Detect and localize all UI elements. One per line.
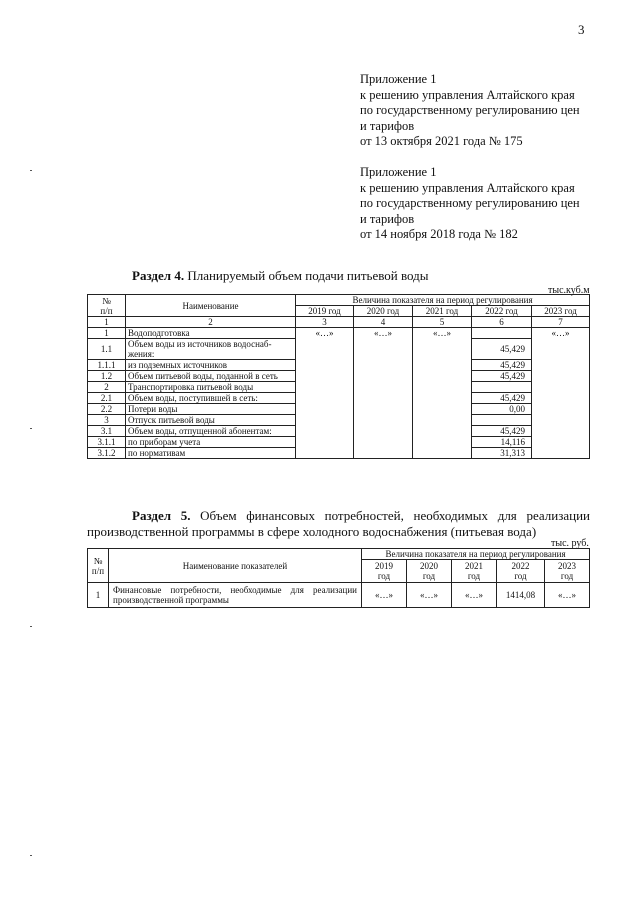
value-2021: «…» — [452, 583, 497, 608]
row-number: 3.1.1 — [88, 437, 126, 448]
row-number: 2.1 — [88, 393, 126, 404]
table-row — [88, 583, 590, 608]
finance-table — [87, 548, 590, 608]
year-suffix: год — [377, 571, 391, 581]
row-number: 2 — [88, 382, 126, 393]
column-number: 3 — [296, 317, 354, 328]
col-header-name: Наименование показателей — [109, 549, 362, 583]
row-name: Отпуск питьевой воды — [126, 415, 296, 426]
row-name: Объем питьевой воды, поданной в сеть — [126, 371, 296, 382]
col-header-year: 2019 год — [296, 306, 354, 317]
year-suffix: год — [560, 571, 574, 581]
section4-unit: тыс.куб.м — [548, 285, 590, 296]
row-name: Потери воды — [126, 404, 296, 415]
row-name: по приборам учета — [126, 437, 296, 448]
row-number: 3.1.2 — [88, 448, 126, 459]
section4-title — [132, 268, 429, 284]
col-header-year — [545, 560, 590, 583]
year-label: 2022 — [511, 561, 530, 571]
row-name: Объем воды, отпущенной абонентам: — [126, 426, 296, 437]
value-2020: «…» — [407, 583, 452, 608]
row-number: 1 — [88, 328, 126, 339]
value-2023: «…» — [532, 328, 590, 459]
section5-title-bold: Раздел 5. — [132, 508, 191, 523]
row-name: Водоподготовка — [126, 328, 296, 339]
col-header-year: 2020 год — [354, 306, 413, 317]
value-2022: 45,429 — [472, 339, 532, 360]
value-2022: 45,429 — [472, 371, 532, 382]
volume-table — [87, 294, 590, 459]
col-header-year: 2023 год — [532, 306, 590, 317]
column-number: 7 — [532, 317, 590, 328]
year-suffix: год — [422, 571, 436, 581]
row-number: 1.1.1 — [88, 360, 126, 371]
page-number: 3 — [578, 22, 585, 37]
appendix-line: по государственному регулированию цен — [360, 103, 580, 117]
col-header-year — [362, 560, 407, 583]
col-header-year — [497, 560, 545, 583]
row-number: 3 — [88, 415, 126, 426]
value-2022: 45,429 — [472, 393, 532, 404]
value-2023: «…» — [545, 583, 590, 608]
column-number: 6 — [472, 317, 532, 328]
section5-unit: тыс. руб. — [551, 538, 589, 549]
year-label: 2019 — [375, 561, 393, 571]
year-suffix: год — [467, 571, 481, 581]
row-number: 1.2 — [88, 371, 126, 382]
appendix-line: Приложение 1 — [360, 72, 437, 86]
value-2022: 45,429 — [472, 360, 532, 371]
margin-mark — [30, 170, 32, 171]
appendix-line: Приложение 1 — [360, 165, 437, 179]
appendix-block-current — [360, 72, 580, 150]
row-name: Объем воды, поступившей в сеть: — [126, 393, 296, 404]
row-number: 2.2 — [88, 404, 126, 415]
margin-mark — [30, 855, 32, 856]
margin-mark — [30, 428, 32, 429]
value-2022: 1414,08 — [497, 583, 545, 608]
appendix-line: по государственному регулированию цен — [360, 196, 580, 210]
col-header-no: № п/п — [88, 549, 109, 583]
year-suffix: год — [514, 571, 527, 581]
section5-title-text: Объем финансовых потребностей, необходимых для реализации производственной программы в сфере холодного водоснабжения (питьевая вода) — [87, 508, 590, 539]
value-2020: «…» — [354, 328, 413, 459]
col-header-year — [407, 560, 452, 583]
row-name: Транспортировка питьевой воды — [126, 382, 296, 393]
appendix-line: от 14 ноября 2018 года № 182 — [360, 227, 518, 241]
value-2022: 31,313 — [472, 448, 532, 459]
section4-title-bold: Раздел 4. — [132, 268, 185, 283]
value-2022: 14,116 — [472, 437, 532, 448]
year-label: 2020 — [420, 561, 438, 571]
section5-title — [87, 508, 590, 540]
col-header-name: Наименование — [126, 295, 296, 317]
margin-mark — [30, 626, 32, 627]
row-number: 1.1 — [88, 339, 126, 360]
appendix-block-original — [360, 165, 580, 243]
value-2022 — [472, 415, 532, 426]
value-2022 — [472, 328, 532, 339]
col-header-no: № п/п — [88, 295, 126, 317]
row-number: 3.1 — [88, 426, 126, 437]
row-number: 1 — [88, 583, 109, 608]
value-2022 — [472, 382, 532, 393]
value-2019: «…» — [296, 328, 354, 459]
column-number: 4 — [354, 317, 413, 328]
year-label: 2023 — [558, 561, 577, 571]
value-2022: 0,00 — [472, 404, 532, 415]
col-header-year — [452, 560, 497, 583]
col-header-year: 2022 год — [472, 306, 532, 317]
appendix-line: и тарифов — [360, 118, 415, 133]
appendix-line: и тарифов — [360, 211, 415, 226]
row-name: Финансовые потребности, необходимые для реализации производственной программы — [109, 583, 362, 608]
table-row — [88, 328, 590, 339]
column-number-row — [88, 317, 590, 328]
appendix-line: к решению управления Алтайского края — [360, 180, 575, 195]
row-name: Объем воды из источников водоснаб-жения: — [126, 339, 296, 360]
col-header-period: Величина показателя на период регулирования — [296, 295, 590, 306]
value-2021: «…» — [413, 328, 472, 459]
row-name: по нормативам — [126, 448, 296, 459]
section4-title-text: Планируемый объем подачи питьевой воды — [184, 268, 429, 283]
value-2022: 45,429 — [472, 426, 532, 437]
col-header-year: 2021 год — [413, 306, 472, 317]
column-number: 2 — [126, 317, 296, 328]
year-label: 2021 — [465, 561, 483, 571]
col-header-period: Величина показателя на период регулирования — [362, 549, 590, 560]
value-2019: «…» — [362, 583, 407, 608]
column-number: 5 — [413, 317, 472, 328]
appendix-line: к решению управления Алтайского края — [360, 87, 575, 102]
column-number: 1 — [88, 317, 126, 328]
row-name: из подземных источников — [126, 360, 296, 371]
appendix-line: от 13 октября 2021 года № 175 — [360, 134, 523, 148]
